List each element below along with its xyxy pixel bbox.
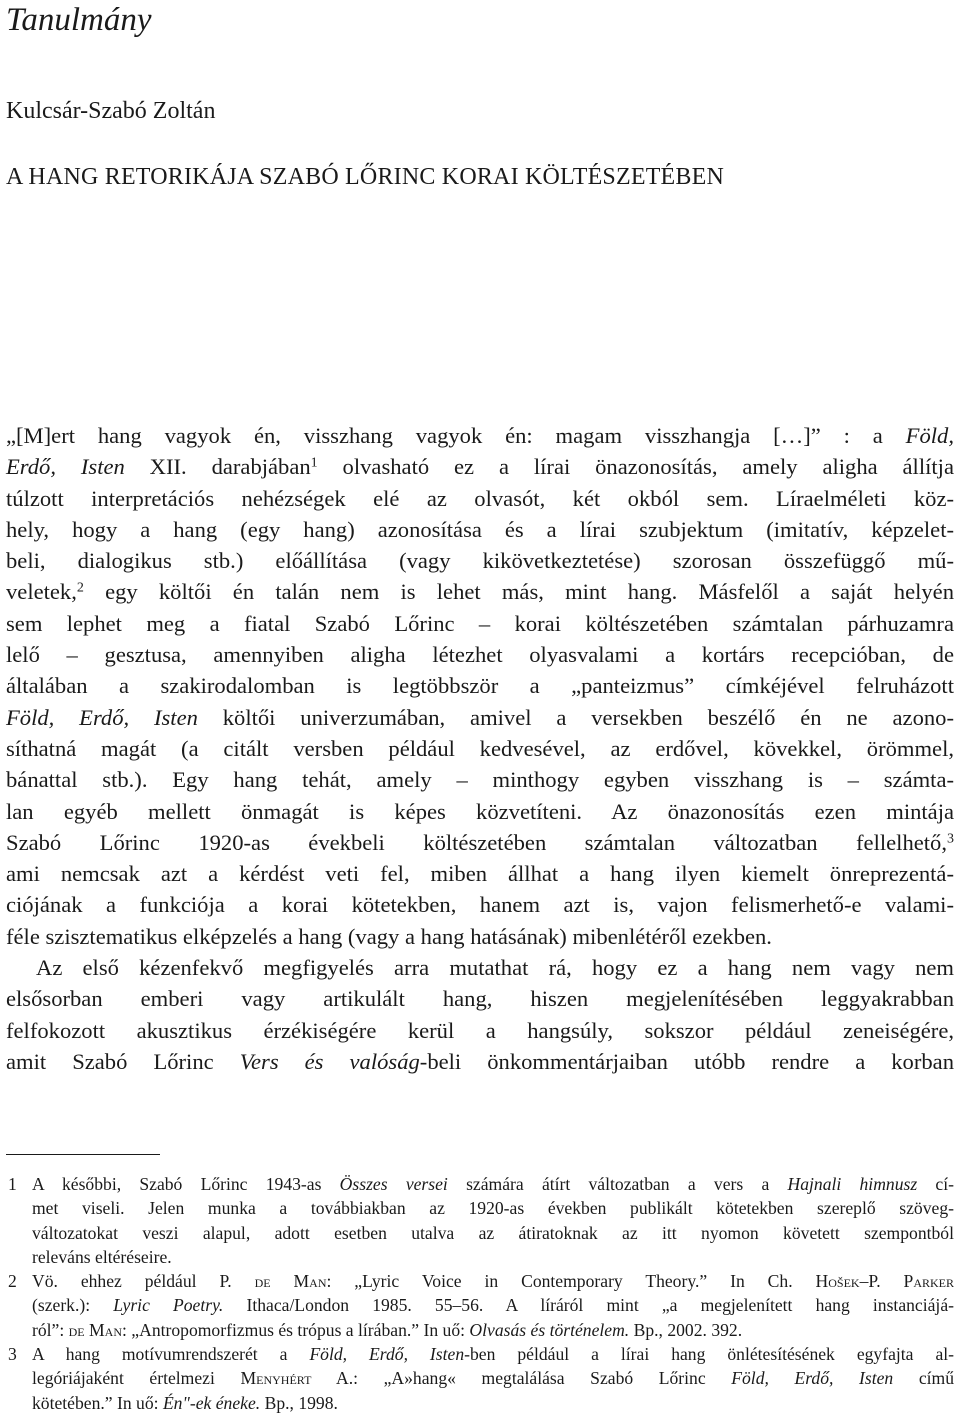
body-line: hely, hogy a hang (egy hang) azonosítása és a lírai szubjektum (imitatív, képzelet- [6,516,954,542]
footnote-number: 2 [8,1271,17,1292]
footnote-ref-3[interactable]: 3 [947,831,954,847]
footnote-line: ról”: de Man: „Antropomorfizmus és trópus a lírában.” In uő: Olvasás és történelem. Bp., 2002. 392. [32,1319,743,1340]
footnote-number: 1 [8,1174,17,1194]
article-body [6,420,954,1077]
body-line: Föld, Erdő, Isten költői univerzumában, amivel a versekben beszélő én ne azono- [6,704,954,730]
body-line: általában a szakirodalomban is legtöbbször a „panteizmus” címkéjével felruházott [6,673,954,699]
body-line: bánattal stb.). Egy hang tehát, amely – minthogy egyben visszhang is – számta- [6,767,954,793]
body-line: elsősorban emberi vagy artikulált hang, hiszen megjelenítésében leggyakrabban [6,986,954,1012]
body-line: amit Szabó Lőrinc Vers és valóság-beli önkommentárjaiban utóbb rendre a korban [6,1048,954,1074]
footnotes [6,1172,954,1415]
body-line: féle szisztematikus elképzelés a hang (vagy a hang hatásának) mibenlétéről ezekben. [6,923,772,949]
footnote-1 [6,1172,954,1269]
body-line: veletek,$^2$ egy költői én talán nem is lehet más, mint hang. Másfelől a saját helyén [6,579,954,605]
body-line: Erdő, Isten XII. darabjában$^1$ olvasható ez a lírai önazonosítás, amely aligha állítja [6,454,954,480]
footnote-3 [6,1342,954,1415]
paragraph-1 [6,420,954,952]
footnote-line: Vö. ehhez például P. de Man: „Lyric Voice in Contemporary Theory.” In Ch. Hošek–P. Parker [32,1271,954,1292]
body-line: sem lephet meg a fiatal Szabó Lőrinc – korai költészetében számtalan párhuzamra [6,610,954,636]
footnote-ref-2[interactable]: 2 [76,580,84,596]
footnote-line: kötetében.” In uő: Én"-ek éneke. Bp., 1998. [32,1392,338,1413]
footnote-number: 3 [8,1344,17,1365]
body-line: felfokozott akusztikus érzékiségére kerül a hangsúly, sokszor például zeneiségére, [6,1017,954,1043]
footnote-separator [6,1154,160,1155]
body-line: lan egyéb mellett önmagát is képes közvetíteni. Az önazonosítás ezen mintája [6,798,954,824]
body-line: lelő – gesztusa, amennyiben aligha létezhet olyasvalami a kortárs recepcióban, de [6,642,954,668]
body-line: beli, dialogikus stb.) előállítása (vagy kikövetkeztetése) szorosan összefüggő mű- [6,548,954,574]
body-line: ciójának a funkciója a korai kötetekben, hanem azt is, vajon felismerhető-e valami- [6,892,954,918]
body-line: túlzott interpretációs nehézségek elé az olvasót, két okból sem. Líraelméleti köz- [6,485,954,511]
footnote-line: A hang motívumrendszerét a Föld, Erdő, Isten-ben például a lírai hang önlétesítésének egyfajta al- [32,1344,954,1365]
body-line: síthatná magát (a citált versben például kedvesével, az erdővel, kövekkel, örömmel, [6,735,954,761]
body-line: ami nemcsak azt a kérdést veti fel, miben állhat a hang ilyen kiemelt önreprezentá- [6,861,954,887]
paragraph-2 [6,952,954,1077]
footnote-line: met viseli. Jelen munka a továbbiakban az 1920-as években publikált kötetekben szereplő szöveg- [32,1198,954,1219]
author-name: Kulcsár-Szabó Zoltán [6,98,216,124]
article-title: A HANG RETORIKÁJA SZABÓ LŐRINC KORAI KÖLTÉSZETÉBEN [6,164,725,190]
footnote-line: legóriájaként értelmezi Menyhért A.: „A»hang« megtalálása Szabó Lőrinc Föld, Erdő, Isten című [32,1368,955,1389]
section-label: Tanulmány [6,2,152,38]
body-line: Az első kézenfekvő megfigyelés arra mutathat rá, hogy ez a hang nem vagy nem [36,955,954,981]
footnote-line: (szerk.): Lyric Poetry. Ithaca/London 1985. 55–56. A líráról mint „a megjelenített hang instanciájá- [32,1295,954,1316]
footnote-line: változatokat veszi alapul, adott esetben utalva az átiratoknak az itt nyomon követett szempontból [32,1222,954,1243]
footnote-line: releváns eltéréseire. [32,1246,172,1267]
footnote-ref-1[interactable]: 1 [310,455,318,471]
body-line: Szabó Lőrinc 1920-as évekbeli költészetében számtalan változatban fellelhető,$^3$ [6,829,954,855]
footnote-2 [6,1269,954,1342]
footnote-line: A későbbi, Szabó Lőrinc 1943-as Összes versei számára átírt változatban a vers a Hajnali himnusz cí- [32,1174,954,1194]
body-line: „[M]ert hang vagyok én, visszhang vagyok én: magam visszhangja […]” : a Föld, [6,423,954,448]
